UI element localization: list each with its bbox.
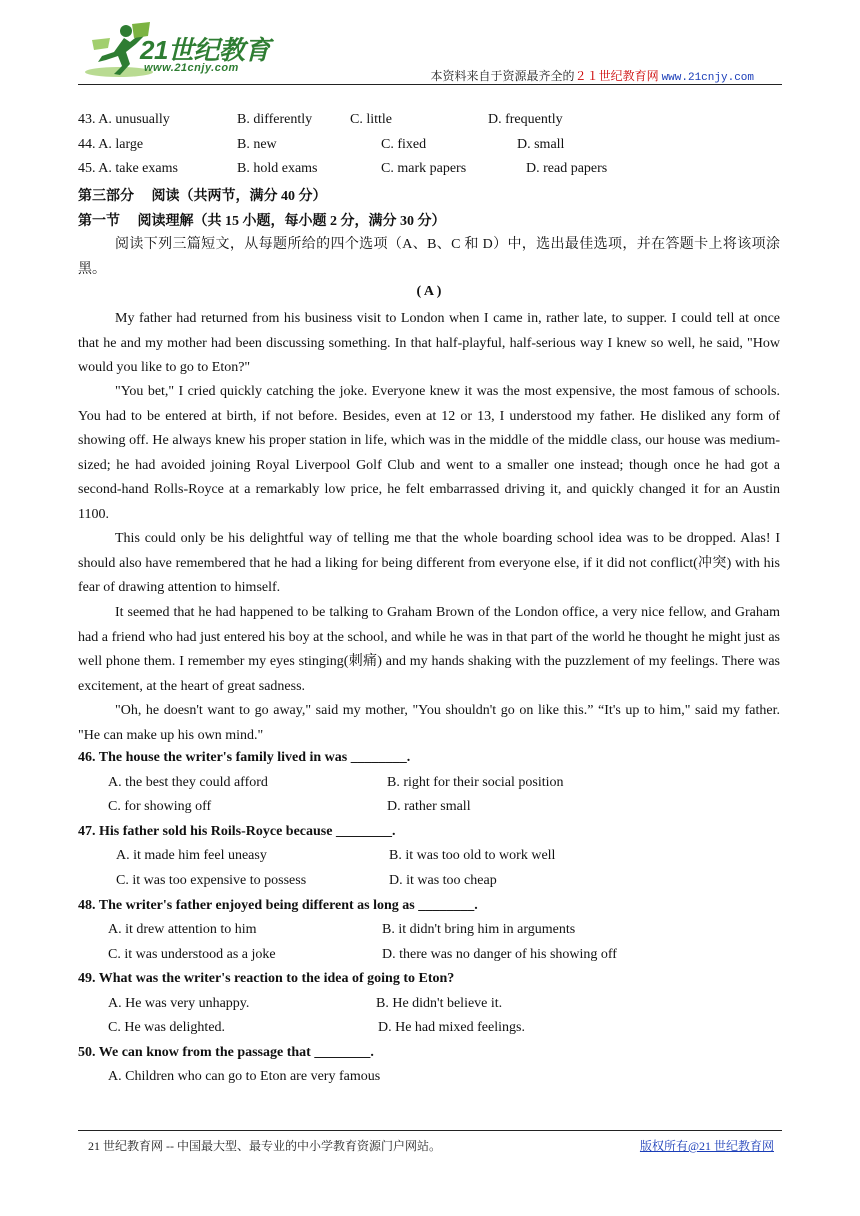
option-45-b: B. hold exams bbox=[237, 161, 318, 176]
question-50-option-a: A. Children who can go to Eton are very famous bbox=[108, 1069, 381, 1084]
option-44-d: D. small bbox=[517, 137, 565, 152]
question-48-option-a: A. it drew attention to him bbox=[108, 922, 257, 937]
passage-label: ( A ) bbox=[416, 284, 442, 299]
question-50-stem: 50. We can know from the passage that ________. bbox=[78, 1045, 374, 1060]
question-48-option-b: B. it didn't bring him in arguments bbox=[382, 922, 576, 937]
logo-text: 21世纪教育 bbox=[140, 35, 270, 65]
question-47-option-a: A. it made him feel uneasy bbox=[116, 848, 267, 863]
site-logo bbox=[84, 22, 284, 80]
question-46-option-c: C. for showing off bbox=[108, 799, 212, 814]
question-49-stem: 49. What was the writer's reaction to the idea of going to Eton? bbox=[78, 971, 455, 986]
question-46-option-b: B. right for their social position bbox=[387, 775, 564, 790]
question-47-option-d: D. it was too cheap bbox=[389, 873, 497, 888]
question-47-option-c: C. it was too expensive to possess bbox=[116, 873, 307, 888]
option-43-d: D. frequently bbox=[488, 112, 563, 127]
footer-copyright-link[interactable]: 版权所有@21 世纪教育网 bbox=[639, 1139, 774, 1153]
option-43-a: 43. A. unusually bbox=[78, 112, 170, 127]
option-44-c: C. fixed bbox=[381, 137, 427, 152]
header-divider bbox=[78, 84, 782, 85]
question-48-option-d: D. there was no danger of his showing off bbox=[382, 947, 617, 962]
option-44-b: B. new bbox=[237, 137, 277, 152]
header-note-prefix: 本资料来自于资源最齐全的 bbox=[430, 69, 575, 83]
logo-url: www.21cnjy.com bbox=[144, 62, 239, 74]
question-47-option-b: B. it was too old to work well bbox=[389, 848, 556, 863]
question-46-stem: 46. The house the writer's family lived in was ________. bbox=[78, 750, 411, 765]
option-43-c: C. little bbox=[350, 112, 392, 127]
option-43-b: B. differently bbox=[237, 112, 313, 127]
header-note-site: ２１世纪教育网 bbox=[574, 69, 659, 83]
header-note-url[interactable]: www.21cnjy.com bbox=[661, 72, 754, 84]
question-49-option-b: B. He didn't believe it. bbox=[376, 996, 503, 1011]
passage-paragraph-3: This could only be his delightful way of telling me that the whole boarding school idea was to be dropped. Alas! I should also have remembered that he had a liking for being different from everyone else, if it did not conflict(冲突) with his fear of drawing attention to himself. bbox=[78, 531, 780, 596]
passage-paragraph-1: My father had returned from his business visit to London when I came in, rather late, to supper. I could tell at once that he and my mother had been discussing something. In that half-playful, half-serious way I knew so well, he said, "How would you like to go to Eton?" bbox=[78, 311, 780, 376]
passage-paragraph-4: It seemed that he had happened to be talking to Graham Brown of the London office, a very nice fellow, and Graham had a friend who had just entered his boy at the school, and while he was in that part of the world he thought he might just as well phone them. I remember my eyes stinging(刺痛) and my hands shaking with the puzzlement of my feelings. There was excitement, at the heart of great sadness. bbox=[78, 605, 780, 694]
instructions: 阅读下列三篇短文，从每题所给的四个选项（A、B、C 和 D）中，选出最佳选项，并在答题卡上将该项涂黑。 bbox=[78, 237, 780, 277]
option-44-a: 44. A. large bbox=[78, 137, 144, 152]
option-45-c: C. mark papers bbox=[381, 161, 467, 176]
section3-title: 第三部分 阅读（共两节，满分 40 分） bbox=[78, 189, 327, 204]
option-45-a: 45. A. take exams bbox=[78, 161, 178, 176]
passage-paragraph-2: "You bet," I cried quickly catching the joke. Everyone knew it was the most expensive, the most famous of schools. You had to be entered at birth, if not before. Besides, even at 12 or 13, I understood my father. He disliked any form of showing off. He always knew his proper station in life, which was in the middle of the middle class, our house was medium-sized; he had avoided joining Royal Liverpool Golf Club and went to a smaller one instead; though once he had got a second-hand Rolls-Royce at a remarkably low price, he felt embarrassed driving it, and quickly changed it for an Austin 1100. bbox=[78, 384, 780, 522]
question-49-option-c: C. He was delighted. bbox=[108, 1020, 226, 1035]
question-48-stem: 48. The writer's father enjoyed being different as long as ________. bbox=[78, 898, 478, 913]
question-49-option-d: D. He had mixed feelings. bbox=[378, 1020, 525, 1035]
passage-paragraph-5: "Oh, he doesn't want to go away," said my mother, "You shouldn't go on like this.” “It's up to him," said my father. "He can make up his own mind." bbox=[78, 703, 780, 743]
question-47-stem: 47. His father sold his Roils-Royce because ________. bbox=[78, 824, 396, 839]
footer-divider bbox=[78, 1130, 782, 1131]
question-48-option-c: C. it was understood as a joke bbox=[108, 947, 276, 962]
question-49-option-a: A. He was very unhappy. bbox=[108, 996, 250, 1011]
header-note bbox=[431, 67, 754, 84]
option-45-d: D. read papers bbox=[526, 161, 608, 176]
section1-title: 第一节 阅读理解（共 15 小题，每小题 2 分，满分 30 分） bbox=[78, 214, 446, 229]
question-46-option-a: A. the best they could afford bbox=[108, 775, 268, 790]
question-46-option-d: D. rather small bbox=[387, 799, 471, 814]
footer-left-text: 21 世纪教育网 -- 中国最大型、最专业的中小学教育资源门户网站。 bbox=[88, 1139, 441, 1153]
